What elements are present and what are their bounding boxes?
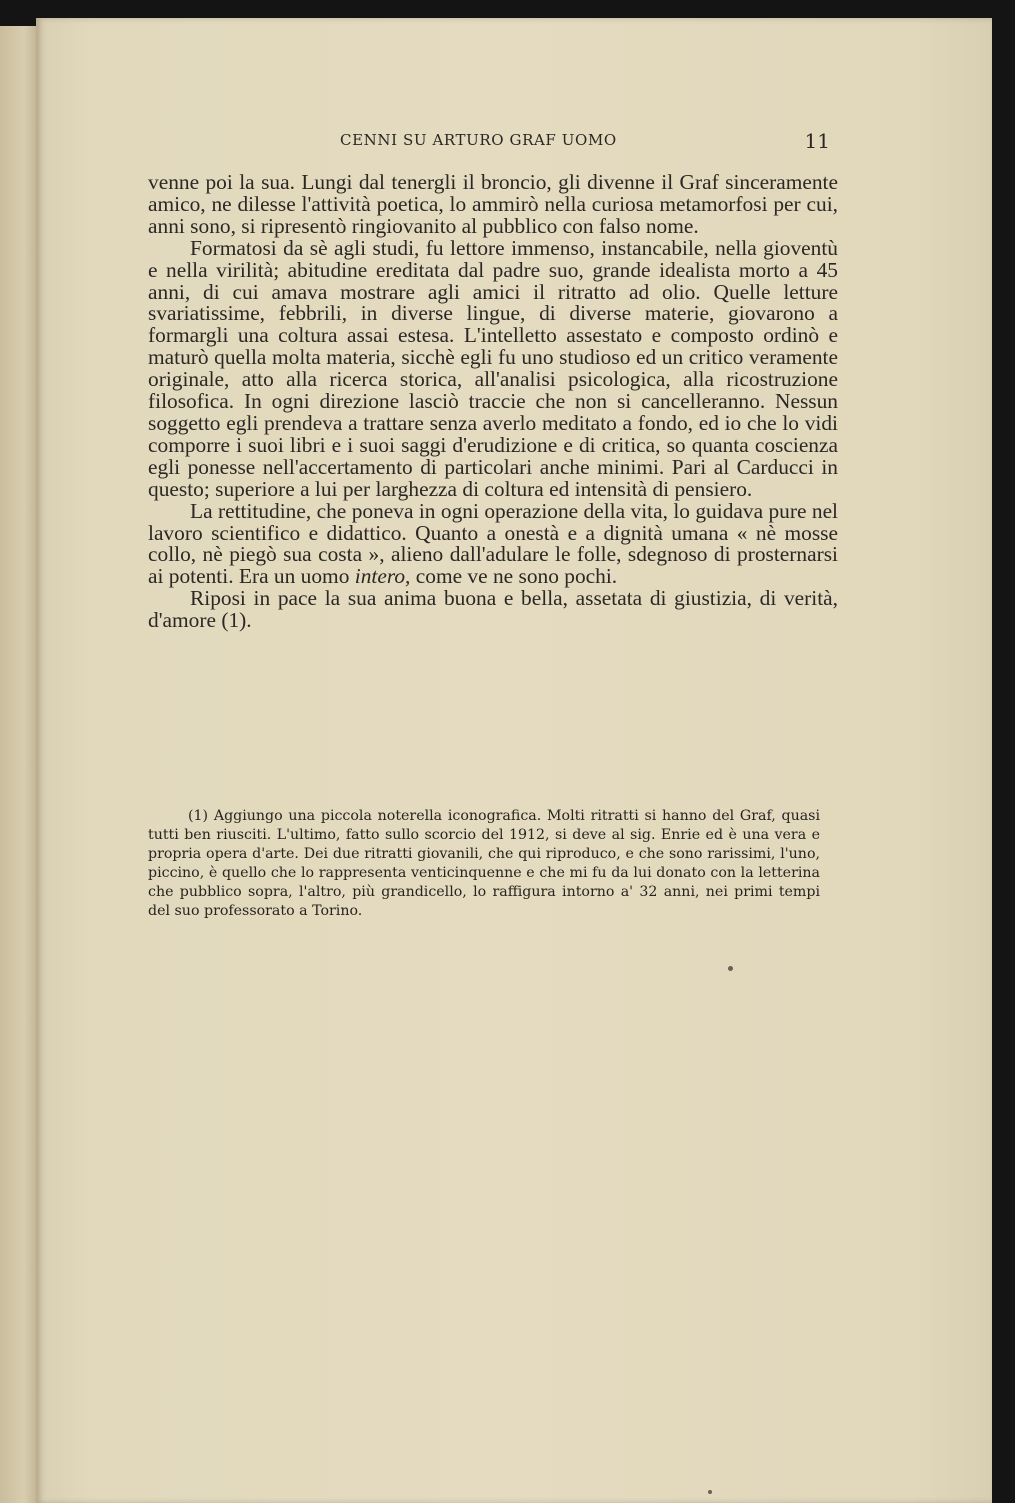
page-number: 11 [804,129,830,153]
previous-page-edge [0,26,40,1503]
body-text [148,172,838,632]
paragraph-4: Riposi in pace la sua anima buona e bella, assetata di giustizia, di verità, d'amore (1). [148,586,838,633]
paragraph-3-text: La rettitudine, che poneva in ogni operazione della vita, lo guidava pure nel lavoro scientifico e didattico. Quanto a onestà e a dignità umana « nè mosse collo, nè piegò sua costa », alieno dall'adulare le folle, sdegnoso di prosternarsi ai potenti. Era un uomo [148,498,838,589]
running-head: CENNI SU ARTURO GRAF UOMO [340,131,617,149]
paper-speck [708,1490,712,1494]
italic-word: intero, [354,564,411,589]
paragraph-3 [148,498,838,589]
paragraph-3-end: come ve ne sono pochi. [415,564,618,589]
paper-speck [728,966,733,971]
paragraph-2: Formatosi da sè agli studi, fu lettore immenso, instancabile, nella gioventù e nella virilità; abitudine ereditata dal padre suo, grande idealista morto a 45 anni, di cui amava mostrare agli amici il ritratto ad olio. Quelle letture svariatissime, febbrili, in diverse lingue, di diverse materie, giovarono a formargli una coltura assai estesa. L'intelletto assestato e composto ordinò e maturò quella molta materia, sicchè egli fu uno studioso ed un critico veramente originale, atto alla ricerca storica, all'analisi psicologica, alla ricostruzione filosofica. In ogni direzione lasciò traccie che non si cancelleranno. Nessun soggetto egli prendeva a trattare senza averlo meditato a fondo, ed io che lo vidi comporre i suoi libri e i suoi saggi d'erudizione e di critica, so quanta coscienza egli ponesse nell'accertamento di particolari anche minimi. Pari al Carducci in questo; superiore a lui per larghezza di coltura ed intensità di pensiero. [148,235,838,501]
paragraph-1: venne poi la sua. Lungi dal tenergli il broncio, gli divenne il Graf sinceramente amico, ne dilesse l'attività poetica, lo ammirò nella curiosa metamorfosi per cui, anni sono, si ripresentò ringiovanito al pubblico con falso nome. [148,170,838,238]
footnote-text: (1) Aggiungo una piccola noterella iconografica. Molti ritratti si hanno del Graf, quasi tutti ben riusciti. L'ultimo, fatto sullo scorcio del 1912, si deve al sig. Enrie ed è una vera e propria opera d'arte. Dei due ritratti giovanili, che qui riproduco, e che sono rarissimi, l'uno, piccino, è quello che lo rappresenta venticinquenne e che mi fu da lui donato con la letterina che pubblico sopra, l'altro, più grandicello, lo raffigura intorno a' 32 anni, nei primi tempi del suo professorato a Torino. [148,808,820,919]
footnote [148,807,820,921]
